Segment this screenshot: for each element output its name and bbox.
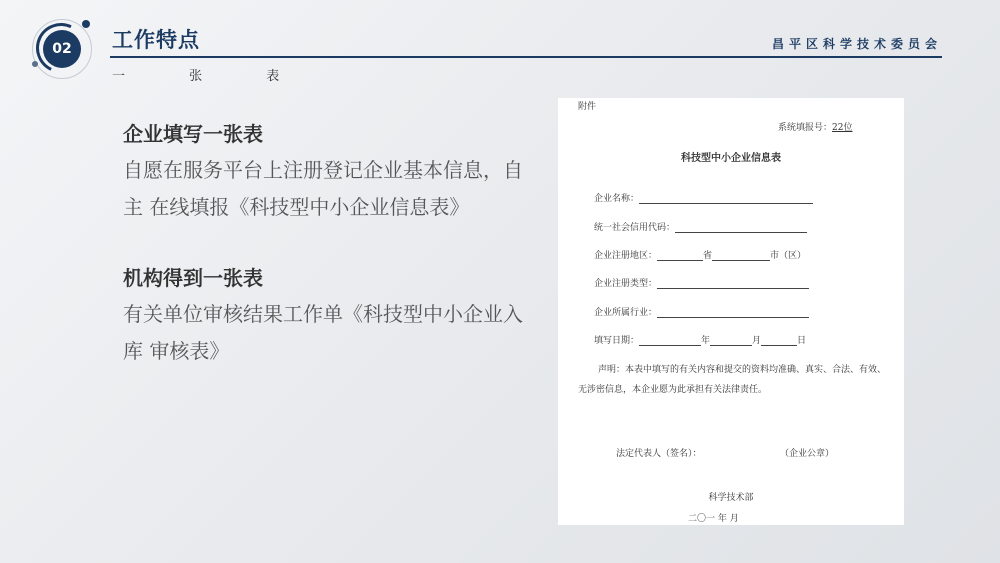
block1-text: 自愿在服务平台上注册登记企业基本信息，自主 在线填报《科技型中小企业信息表》: [123, 158, 523, 219]
doc-field-date: [594, 333, 806, 346]
decor-dot: [32, 61, 38, 67]
doc-field-credit: [594, 220, 807, 233]
doc-sys-value: 22位: [832, 123, 853, 133]
doc-field-label: 企业注册类型：: [594, 279, 658, 289]
doc-field-unit: 市（区）: [770, 251, 807, 261]
doc-field-label: 企业名称：: [594, 194, 640, 204]
doc-field-unit: 月: [752, 336, 762, 346]
doc-system-number: [778, 120, 852, 133]
doc-field-label: 统一社会信用代码：: [594, 223, 676, 233]
doc-declaration: 声明：本表中填写的有关内容和提交的资料均准确、真实、合法、有效、无涉密信息，本企业愿为此承担有关法律责任。: [578, 365, 887, 395]
section-badge: [30, 17, 94, 81]
form-document-image: [558, 98, 904, 525]
page-subtitle: 一 张 表: [112, 69, 310, 84]
doc-field-unit: 年: [701, 336, 711, 346]
decor-dot: [82, 20, 90, 28]
doc-date-line: 二〇一 年 月: [688, 514, 739, 524]
header-divider: [110, 56, 942, 58]
doc-field-label: 填写日期：: [594, 336, 640, 346]
doc-title: 科技型中小企业信息表: [681, 153, 781, 164]
doc-field-industry: [594, 305, 809, 318]
doc-attachment: 附件: [578, 102, 597, 112]
doc-field-region: [594, 248, 806, 261]
doc-legal-rep: 法定代表人（签名）：: [616, 449, 702, 459]
doc-field-name: [594, 191, 813, 204]
page-title: 工作特点: [112, 28, 200, 52]
doc-field-unit: 省: [703, 251, 713, 261]
doc-field-label: 企业注册地区：: [594, 251, 658, 261]
doc-sys-label: 系统填报号：: [778, 123, 833, 133]
organization-name: 昌平区科学技术委员会: [771, 37, 942, 51]
block1-title: 企业填写一张表: [123, 122, 263, 146]
doc-seal: （企业公章）: [780, 449, 835, 459]
block2-title: 机构得到一张表: [123, 266, 263, 290]
doc-department: 科学技术部: [708, 493, 754, 503]
doc-field-type: [594, 276, 809, 289]
section-number: 02: [43, 30, 81, 68]
doc-field-label: 企业所属行业：: [594, 308, 658, 318]
block2-text: 有关单位审核结果工作单《科技型中小企业入库 审核表》: [123, 302, 523, 363]
doc-field-unit: 日: [797, 336, 807, 346]
main-text: [123, 118, 523, 370]
